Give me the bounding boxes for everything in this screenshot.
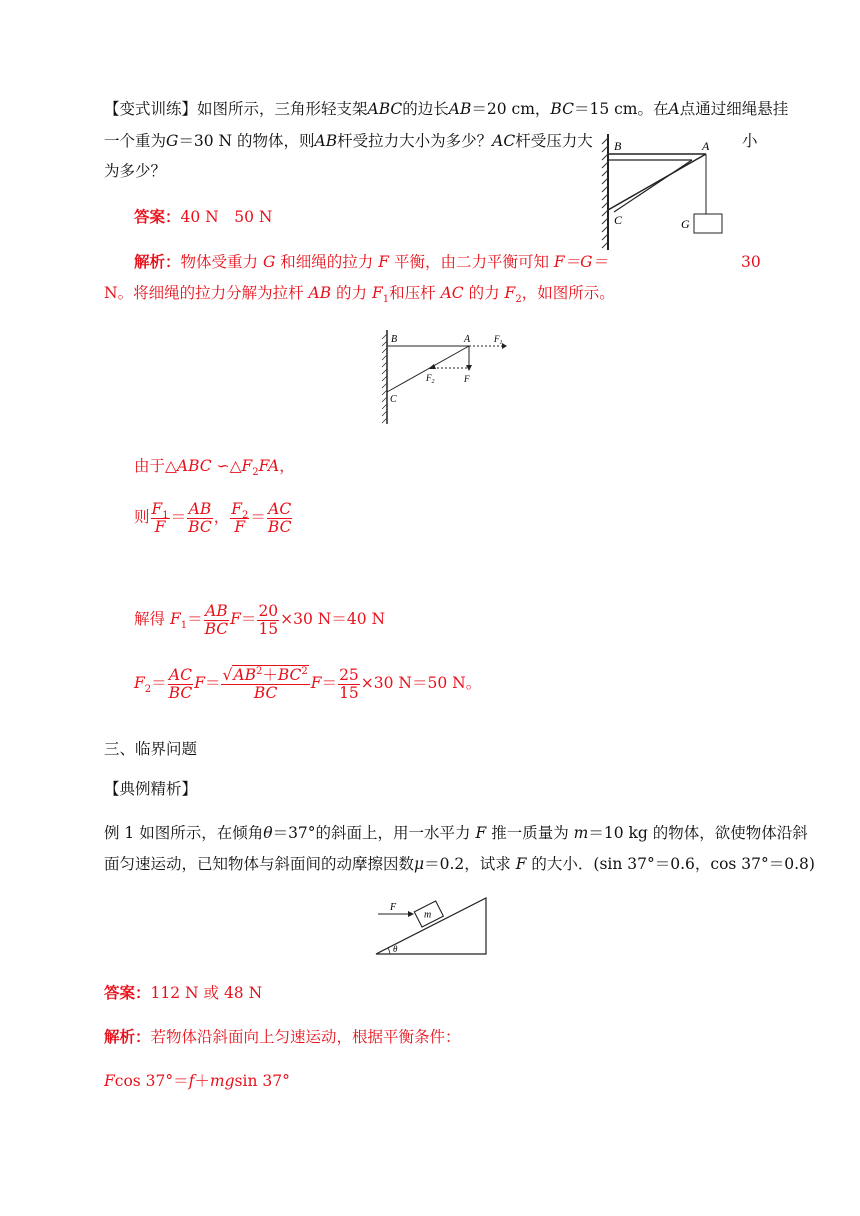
rod-ac-inner (614, 160, 692, 212)
example-line-2: 面匀速运动，已知物体与斜面间的动摩擦因数μ＝0.2，试求 F 的大小．(sin 37°＝0.6，cos 37°＝0.8) (104, 855, 815, 873)
incline-figure (372, 892, 492, 958)
fraction-ac-bc-2: $\frac{AC}{BC}$ (168, 665, 193, 702)
problem-line-2: 一个重为G＝30 N 的物体，则AB杆受拉力大小为多少？AC杆受压力大 (104, 132, 593, 150)
label-b: B (614, 139, 622, 153)
angle-arc (388, 948, 390, 954)
force-f-arrow (408, 911, 414, 917)
similar-triangles-line: 由于△ABC $∽\triangle F_2FA$， (134, 457, 295, 479)
explanation-1-line-1: 解析：物体受重力 G 和细绳的拉力 F 平衡，由二力平衡可知 F＝G＝ (134, 252, 609, 271)
fraction-f1-f: $\frac{F_1}{F}$ (151, 499, 169, 536)
arrow-f1 (502, 343, 507, 349)
label-c-2: C (390, 394, 397, 405)
explanation-1-value: 30 (741, 253, 761, 271)
label-a: A (702, 139, 710, 153)
answer-2: 答案：112 N 或 48 N (104, 983, 263, 1002)
example-line-1: 例 1 如图所示，在倾角θ＝37°的斜面上，用一水平力 F 推一质量为 m＝10 kg 的物体，欲使物体沿斜 (104, 824, 808, 842)
label-force-f: F (390, 902, 397, 913)
rod-ac (608, 154, 706, 210)
section-heading: 三、临界问题 (104, 740, 198, 758)
ratio-line: 则 $\frac{F_1}{F}$ ＝ $\frac{AB}{BC}$ ， $\frac{F_2}{F}$ ＝ $\frac{AC}{BC}$ (134, 499, 292, 536)
label-a-2: A (464, 334, 471, 345)
label-f1: $F_1$ (494, 334, 503, 346)
equilibrium-equation: Fcos 37°＝f＋mgsin 37° (104, 1072, 290, 1090)
problem-line-1: 【变式训练】如图所示，三角形轻支架ABC的边长AB＝20 cm，BC＝15 cm。在A点通过细绳悬挂 (104, 100, 789, 118)
label-b-2: B (391, 334, 398, 345)
explanation-2: 解析：若物体沿斜面向上匀速运动，根据平衡条件： (104, 1027, 461, 1046)
problem-line-3: 为多少？ (104, 162, 167, 180)
fraction-f2-f: $\frac{F_2}{F}$ (231, 499, 249, 536)
section-tag: 【变式训练】 (104, 100, 198, 118)
fraction-25-15: $\frac{25}{15}$ (339, 665, 359, 702)
fraction-ab-bc: $\frac{AB}{BC}$ (188, 499, 212, 536)
problem-line-2-end: 小 (742, 132, 758, 150)
label-f: F (464, 374, 470, 384)
solve-f1-line: 解得 $F_1=$ $\frac{AB}{BC}$ F＝ $\frac{20}{15}$ ×30 N＝40 N (134, 601, 386, 638)
fraction-ac-bc: $\frac{AC}{BC}$ (267, 499, 292, 536)
label-theta: θ (393, 944, 398, 954)
block-m (414, 901, 443, 927)
force-decomposition-figure (376, 326, 516, 428)
label-g: G (681, 217, 690, 231)
fraction-ab-bc-2: $\frac{AB}{BC}$ (204, 601, 229, 638)
label-f2: $F_2$ (426, 373, 435, 385)
fraction-sqrt: $\frac{√AB^2+BC^2}{BC}$ (222, 665, 308, 702)
bracket-figure (596, 128, 734, 254)
svg-text:m: m (424, 909, 432, 921)
answer-1: 答案：40 N 50 N (134, 207, 273, 226)
fraction-20-15: $\frac{20}{15}$ (258, 601, 279, 638)
explanation-1-line-2: N。将细绳的拉力分解为拉杆 AB 的力 $F_1$和压杆 AC 的力 $F_2$，如图所示。 (104, 284, 615, 306)
weight-box (694, 214, 722, 233)
label-c: C (614, 213, 623, 227)
section-subheading: 【典例精析】 (104, 780, 198, 798)
solve-f2-line: $F_2=$ $\frac{AC}{BC}$ F＝ $\frac{√AB^2+BC^2}{BC}$ F＝ $\frac{25}{15}$ ×30 N＝50 N。 (134, 665, 482, 702)
